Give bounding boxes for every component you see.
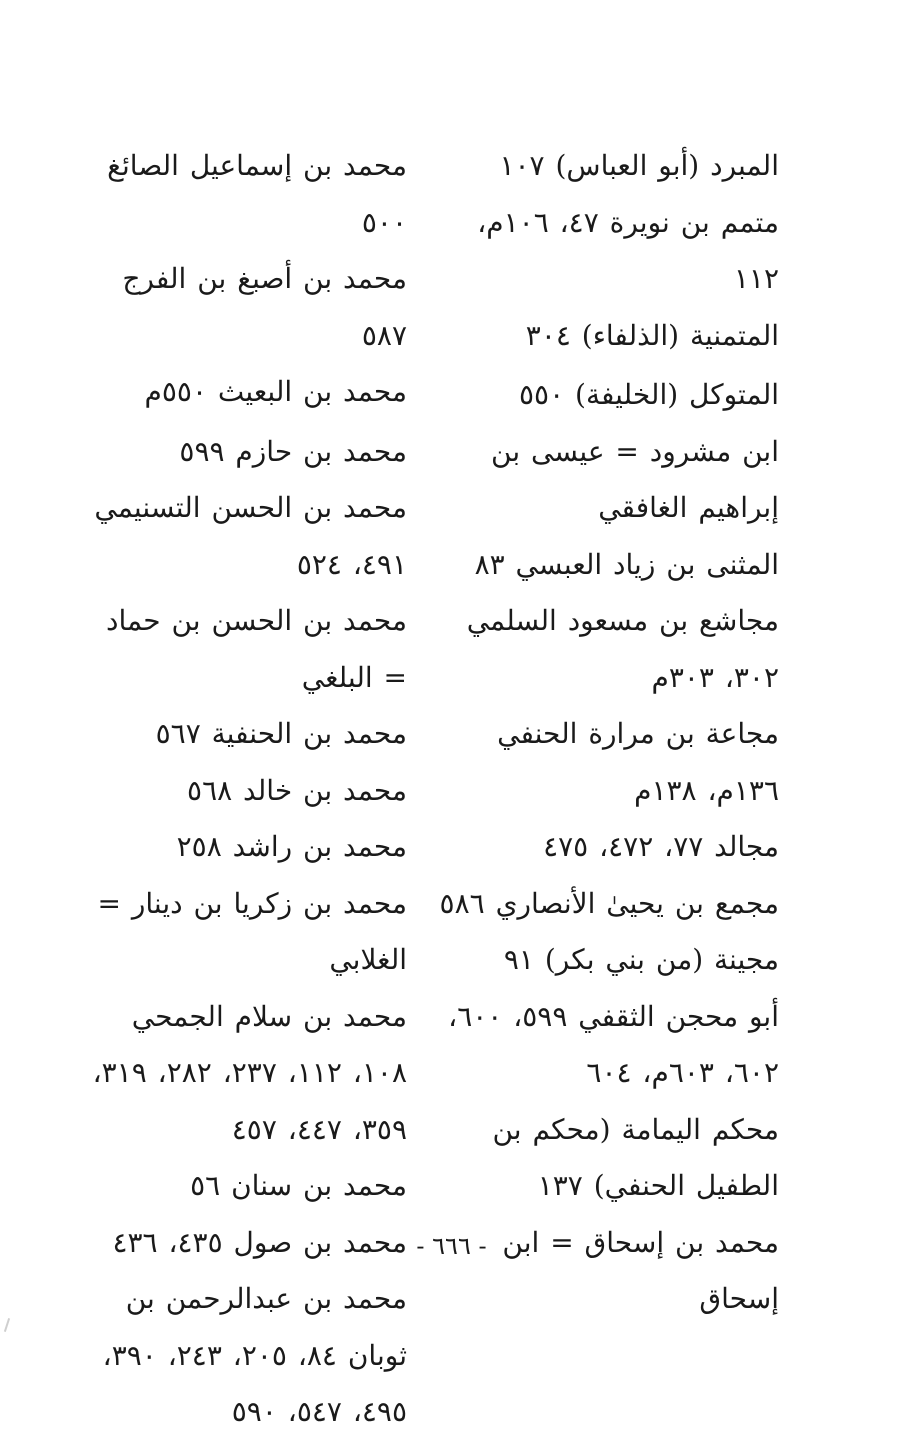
index-entry: محمد بن إسماعيل الصائغ ٥٠٠ [107, 149, 407, 239]
index-entry: محمد بن زكريا بن دينار = الغلابي [97, 886, 407, 976]
index-entry: مجاعة بن مرارة الحنفي ١٣٦م، ١٣٨م [497, 717, 779, 807]
index-entry: محمد بن سلام الجمحي ١٠٨، ١١٢، ٢٣٧، ٢٨٢، ٣١٩، ٣٥٩، ٤٤٧، ٤٥٧ [92, 999, 407, 1146]
index-column-right [434, 138, 779, 1328]
index-entry: مجينة (من بني بكر) ٩١ [503, 943, 779, 976]
index-entry: مجاشع بن مسعود السلمي ٣٠٢، ٣٠٣م [466, 604, 779, 694]
index-entry: المتوكل (الخليفة) ٥٥٠ [519, 378, 779, 411]
index-entry: محمد بن عبدالرحمن بن ثوبان ٨٤، ٢٠٥، ٢٤٣، ٣٩٠، ٤٩٥، ٥٤٧، ٥٩٠ [102, 1282, 407, 1428]
index-entry: محمد بن صول ٤٣٥، ٤٣٦ [112, 1225, 407, 1259]
index-entry: محمد بن خالد ٥٦٨ [187, 773, 407, 807]
index-entry: محمد بن إسحاق = ابن إسحاق [502, 1225, 779, 1315]
index-entry: متمم بن نويرة ٤٧، ١٠٦م، ١١٢ [477, 205, 779, 295]
index-entry: محمد بن سنان ٥٦ [190, 1169, 407, 1202]
index-entry: محمد بن أصبغ بن الفرج ٥٨٧ [122, 262, 407, 352]
page-number: - ٦٦٦ - [416, 1232, 487, 1260]
index-entry: محمد بن الحسن التسنيمي ٤٩١، ٥٢٤ [94, 491, 407, 581]
index-entry: مجالد ٧٧، ٤٧٢، ٤٧٥ [543, 830, 779, 863]
index-entry: أبو محجن الثقفي ٥٩٩، ٦٠٠، ٦٠٢، ٦٠٣م، ٦٠٤ [448, 999, 779, 1089]
index-entry: المتمنية (الذلفاء) ٣٠٤ [525, 318, 779, 352]
index-entry: محمد بن راشد ٢٥٨ [176, 830, 407, 863]
index-entry: محكم اليمامة (محكم بن الطفيل الحنفي) ١٣٧ [492, 1112, 779, 1202]
index-entry: محمد بن البعيث ٥٥٠م [144, 375, 407, 408]
index-entry: المبرد (أبو العباس) ١٠٧ [499, 149, 779, 182]
index-entry: ابن مشرود = عيسى بن إبراهيم الغافقي [491, 434, 779, 524]
index-entry: مجمع بن يحيىٰ الأنصاري ٥٨٦ [439, 886, 779, 920]
index-entry: المثنى بن زياد العبسي ٨٣ [474, 547, 779, 581]
index-entry: محمد بن الحسن بن حماد = البلغي [106, 604, 407, 694]
index-entry: محمد بن الحنفية ٥٦٧ [155, 717, 407, 750]
index-entry: محمد بن حازم ٥٩٩ [179, 434, 407, 468]
scan-artifact [4, 1318, 10, 1332]
